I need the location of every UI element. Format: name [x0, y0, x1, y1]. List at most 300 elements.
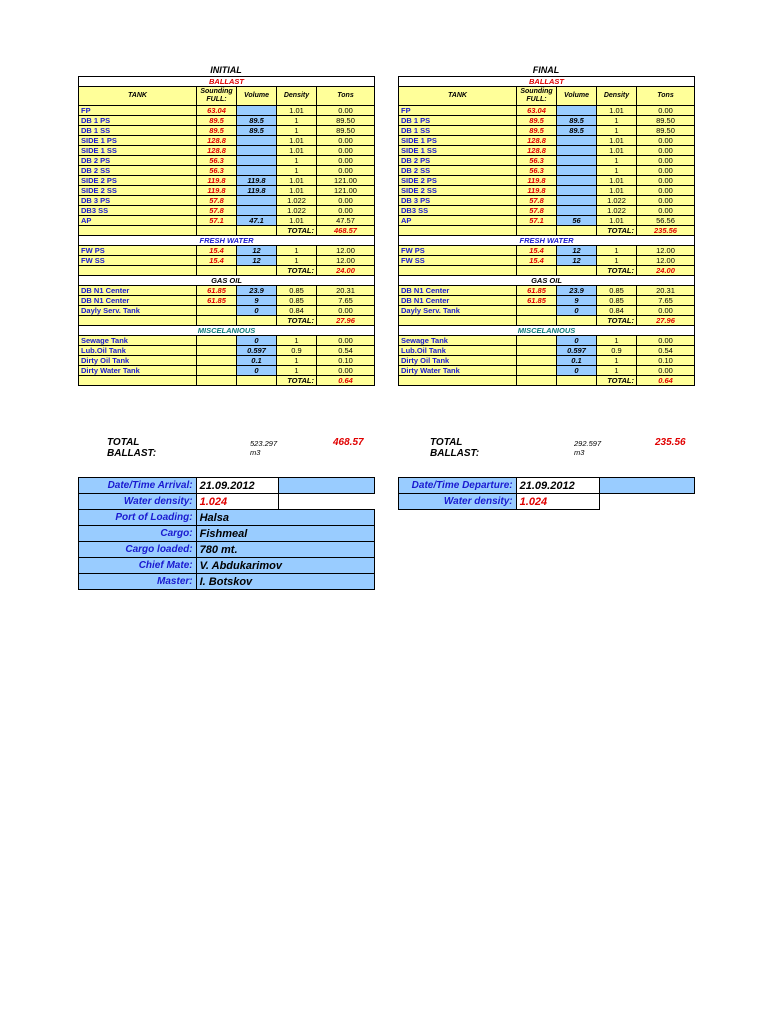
tons-cell: 12.00	[317, 246, 375, 256]
table-row	[399, 216, 695, 226]
tons-cell: 121.00	[317, 186, 375, 196]
tank-name-cell: SIDE 2 SS	[79, 186, 197, 196]
volume-cell[interactable]: 47.1	[237, 216, 277, 226]
tank-name-cell: DB 2 SS	[399, 166, 517, 176]
departure-info	[398, 477, 695, 510]
volume-cell[interactable]	[237, 106, 277, 116]
cargo-field[interactable]: Fishmeal	[196, 526, 374, 542]
master-label: Master:	[79, 574, 197, 590]
empty-cell	[237, 376, 277, 386]
tons-cell: 12.00	[637, 246, 695, 256]
table-row	[79, 286, 375, 296]
water-density-field[interactable]: 1.024	[516, 494, 599, 510]
density-cell[interactable]: 1.01	[277, 136, 317, 146]
total-label: TOTAL:	[597, 266, 637, 276]
tons-cell: 0.00	[317, 196, 375, 206]
sounding-cell[interactable]: 57.1	[517, 216, 557, 226]
tons-cell: 89.50	[317, 126, 375, 136]
table-row	[399, 126, 695, 136]
sounding-cell[interactable]: 63.04	[197, 106, 237, 116]
column-header-volume: Volume	[557, 87, 597, 106]
tons-cell: 0.00	[317, 106, 375, 116]
table-row	[79, 126, 375, 136]
table-row	[79, 146, 375, 156]
water-density-field[interactable]: 1.024	[196, 494, 279, 510]
sounding-cell[interactable]: 15.4	[517, 256, 557, 266]
sounding-cell[interactable]	[197, 336, 237, 346]
density-cell[interactable]: 1	[277, 256, 317, 266]
empty-cell	[79, 376, 197, 386]
tank-name-cell: FW PS	[79, 246, 197, 256]
tank-name-cell: DB 1 SS	[79, 126, 197, 136]
port-loading-field[interactable]: Halsa	[196, 510, 374, 526]
tons-cell: 0.00	[317, 306, 375, 316]
table-row	[399, 136, 695, 146]
volume-cell[interactable]: 23.9	[237, 286, 277, 296]
tons-cell: 20.31	[637, 286, 695, 296]
density-cell[interactable]: 0.85	[597, 296, 637, 306]
volume-cell[interactable]	[557, 176, 597, 186]
tons-cell: 0.00	[637, 166, 695, 176]
datetime-arrival-field[interactable]: 21.09.2012	[196, 478, 279, 494]
volume-cell[interactable]: 89.5	[557, 116, 597, 126]
table-row	[399, 336, 695, 346]
sounding-cell[interactable]	[197, 306, 237, 316]
sounding-cell[interactable]	[197, 346, 237, 356]
table-row	[399, 166, 695, 176]
tons-cell: 0.00	[637, 336, 695, 346]
tank-name-cell: DB N1 Center	[79, 286, 197, 296]
blank-cell	[279, 494, 375, 510]
table-row	[399, 286, 695, 296]
density-cell[interactable]: 1	[597, 366, 637, 376]
cargo-loaded-field[interactable]: 780 mt.	[196, 542, 374, 558]
volume-cell[interactable]	[557, 166, 597, 176]
section-total: 0.64	[637, 376, 695, 386]
tank-name-cell: SIDE 1 SS	[79, 146, 197, 156]
volume-cell[interactable]: 89.5	[557, 126, 597, 136]
volume-cell[interactable]: 119.8	[237, 176, 277, 186]
final-title: FINAL	[532, 65, 560, 75]
table-row	[79, 306, 375, 316]
volume-cell[interactable]: 0.1	[237, 356, 277, 366]
density-cell[interactable]: 1.01	[277, 176, 317, 186]
tons-cell: 0.00	[637, 146, 695, 156]
sounding-cell[interactable]: 63.04	[517, 106, 557, 116]
tank-name-cell: SIDE 1 PS	[399, 136, 517, 146]
density-cell[interactable]: 1.01	[277, 106, 317, 116]
table-row	[399, 186, 695, 196]
table-row	[399, 366, 695, 376]
section-heading: MISCELANIOUS	[79, 326, 375, 336]
sounding-cell[interactable]: 119.8	[517, 186, 557, 196]
sounding-cell[interactable]: 119.8	[197, 176, 237, 186]
tons-cell: 0.00	[317, 366, 375, 376]
density-cell[interactable]: 1.022	[277, 206, 317, 216]
table-row	[79, 186, 375, 196]
density-cell[interactable]: 1	[597, 156, 637, 166]
density-cell[interactable]: 0.85	[277, 296, 317, 306]
density-cell[interactable]: 0.84	[597, 306, 637, 316]
table-row	[79, 356, 375, 366]
section-total: 27.96	[317, 316, 375, 326]
tank-name-cell: DB3 SS	[399, 206, 517, 216]
tons-cell: 12.00	[317, 256, 375, 266]
empty-cell	[599, 478, 694, 494]
volume-cell[interactable]: 0	[237, 306, 277, 316]
tank-name-cell: DB3 SS	[79, 206, 197, 216]
sounding-cell[interactable]	[197, 366, 237, 376]
volume-cell[interactable]: 89.5	[237, 126, 277, 136]
volume-cell[interactable]: 12	[237, 246, 277, 256]
volume-cell[interactable]	[237, 196, 277, 206]
sounding-cell[interactable]	[517, 306, 557, 316]
tons-cell: 0.54	[317, 346, 375, 356]
tons-cell: 0.00	[317, 206, 375, 216]
density-cell[interactable]: 1.01	[597, 136, 637, 146]
datetime-arrival-label: Date/Time Arrival:	[79, 478, 197, 494]
sounding-cell[interactable]	[517, 366, 557, 376]
section-total: 24.00	[317, 266, 375, 276]
table-row	[79, 336, 375, 346]
volume-cell[interactable]: 0	[557, 366, 597, 376]
tons-cell: 89.50	[637, 126, 695, 136]
section-heading: BALLAST	[79, 77, 375, 87]
volume-cell[interactable]	[237, 206, 277, 216]
density-cell[interactable]: 1.01	[277, 186, 317, 196]
volume-cell[interactable]: 0	[557, 306, 597, 316]
tank-name-cell: AP	[79, 216, 197, 226]
empty-cell	[79, 316, 197, 326]
tons-cell: 121.00	[317, 176, 375, 186]
table-row	[399, 146, 695, 156]
volume-cell[interactable]: 119.8	[237, 186, 277, 196]
empty-cell	[197, 376, 237, 386]
sounding-cell[interactable]: 128.8	[197, 146, 237, 156]
density-cell[interactable]: 0.9	[597, 346, 637, 356]
tank-name-cell: SIDE 2 SS	[399, 186, 517, 196]
tank-name-cell: Dirty Water Tank	[399, 366, 517, 376]
volume-cell[interactable]: 12	[557, 246, 597, 256]
volume-cell[interactable]	[557, 136, 597, 146]
table-row	[399, 296, 695, 306]
tank-name-cell: DB N1 Center	[399, 286, 517, 296]
density-cell[interactable]: 1	[597, 246, 637, 256]
total-ballast-volume: 523.297 m3	[250, 439, 278, 457]
density-cell[interactable]: 1.01	[597, 186, 637, 196]
empty-cell	[517, 316, 557, 326]
sounding-cell[interactable]: 61.85	[197, 296, 237, 306]
sounding-cell[interactable]: 61.85	[517, 296, 557, 306]
tank-name-cell: DB 3 PS	[79, 196, 197, 206]
port-loading-label: Port of Loading:	[79, 510, 197, 526]
sounding-cell[interactable]: 119.8	[517, 176, 557, 186]
sounding-cell[interactable]	[197, 356, 237, 366]
table-row	[399, 246, 695, 256]
volume-cell[interactable]: 12	[237, 256, 277, 266]
sounding-cell[interactable]: 15.4	[197, 246, 237, 256]
total-label: TOTAL:	[277, 376, 317, 386]
table-row	[399, 106, 695, 116]
tons-cell: 0.00	[637, 136, 695, 146]
tank-name-cell: FW SS	[399, 256, 517, 266]
sounding-cell[interactable]: 119.8	[197, 186, 237, 196]
volume-cell[interactable]	[237, 136, 277, 146]
section-heading: MISCELANIOUS	[399, 326, 695, 336]
volume-cell[interactable]: 23.9	[557, 286, 597, 296]
density-cell[interactable]: 1	[277, 356, 317, 366]
tank-name-cell: SIDE 2 PS	[79, 176, 197, 186]
density-cell[interactable]: 1.01	[277, 216, 317, 226]
sounding-cell[interactable]: 57.8	[197, 196, 237, 206]
sounding-cell[interactable]: 15.4	[197, 256, 237, 266]
tank-name-cell: SIDE 1 SS	[399, 146, 517, 156]
density-cell[interactable]: 0.85	[597, 286, 637, 296]
table-row	[79, 156, 375, 166]
sounding-cell[interactable]: 89.5	[197, 116, 237, 126]
arrival-info	[78, 477, 375, 590]
tons-cell: 0.00	[637, 206, 695, 216]
empty-cell	[197, 316, 237, 326]
table-row	[79, 366, 375, 376]
density-cell[interactable]: 1	[277, 366, 317, 376]
tons-cell: 0.00	[637, 106, 695, 116]
empty-cell	[517, 376, 557, 386]
table-row	[79, 256, 375, 266]
density-cell[interactable]: 1.01	[597, 146, 637, 156]
density-cell[interactable]: 0.9	[277, 346, 317, 356]
total-label: TOTAL:	[277, 316, 317, 326]
total-label: TOTAL:	[597, 316, 637, 326]
volume-cell[interactable]: 0.597	[557, 346, 597, 356]
density-cell[interactable]: 1	[597, 116, 637, 126]
table-row	[79, 176, 375, 186]
column-header-sounding: Sounding FULL:	[517, 87, 557, 106]
density-cell[interactable]: 1.01	[597, 106, 637, 116]
volume-cell[interactable]	[557, 156, 597, 166]
density-cell[interactable]: 1.01	[597, 216, 637, 226]
table-row	[399, 176, 695, 186]
volume-cell[interactable]	[557, 206, 597, 216]
tons-cell: 0.54	[637, 346, 695, 356]
column-header-sounding: Sounding FULL:	[197, 87, 237, 106]
tons-cell: 0.00	[317, 336, 375, 346]
section-heading: GAS OIL	[79, 276, 375, 286]
cargo-loaded-label: Cargo loaded:	[79, 542, 197, 558]
volume-cell[interactable]	[237, 166, 277, 176]
tons-cell: 89.50	[637, 116, 695, 126]
datetime-departure-field[interactable]: 21.09.2012	[516, 478, 599, 494]
tank-name-cell: SIDE 2 PS	[399, 176, 517, 186]
volume-cell[interactable]: 56	[557, 216, 597, 226]
section-total: 468.57	[317, 226, 375, 236]
final-block	[398, 65, 694, 386]
volume-cell[interactable]: 9	[557, 296, 597, 306]
density-cell[interactable]: 1	[277, 166, 317, 176]
tons-cell: 89.50	[317, 116, 375, 126]
column-header-tank: TANK	[79, 87, 197, 106]
volume-cell[interactable]: 89.5	[237, 116, 277, 126]
blank-cell	[599, 494, 694, 510]
volume-cell[interactable]: 12	[557, 256, 597, 266]
master-field[interactable]: I. Botskov	[196, 574, 374, 590]
tons-cell: 20.31	[317, 286, 375, 296]
volume-cell[interactable]: 0.1	[557, 356, 597, 366]
density-cell[interactable]: 1	[277, 116, 317, 126]
table-row	[79, 206, 375, 216]
density-cell[interactable]: 1	[277, 336, 317, 346]
sounding-cell[interactable]: 128.8	[517, 146, 557, 156]
table-row	[399, 256, 695, 266]
empty-cell	[557, 226, 597, 236]
volume-cell[interactable]	[557, 146, 597, 156]
density-cell[interactable]: 1	[277, 126, 317, 136]
table-row	[399, 206, 695, 216]
sounding-cell[interactable]: 57.8	[517, 196, 557, 206]
volume-cell[interactable]: 0	[557, 336, 597, 346]
table-row	[79, 246, 375, 256]
section-heading: GAS OIL	[399, 276, 695, 286]
volume-cell[interactable]: 9	[237, 296, 277, 306]
initial-block	[78, 65, 374, 386]
sounding-cell[interactable]: 56.3	[197, 166, 237, 176]
section-total: 24.00	[637, 266, 695, 276]
tank-name-cell: DB N1 Center	[399, 296, 517, 306]
volume-cell[interactable]	[557, 196, 597, 206]
tons-cell: 0.00	[317, 156, 375, 166]
water-density-label: Water density:	[79, 494, 197, 510]
tons-cell: 0.00	[637, 306, 695, 316]
sounding-cell[interactable]: 57.8	[197, 206, 237, 216]
tank-name-cell: Dirty Oil Tank	[399, 356, 517, 366]
table-row	[399, 306, 695, 316]
sounding-cell[interactable]: 128.8	[517, 136, 557, 146]
density-cell[interactable]: 1	[277, 156, 317, 166]
tons-cell: 0.10	[317, 356, 375, 366]
tank-name-cell: DB 1 PS	[79, 116, 197, 126]
tank-name-cell: DB 3 PS	[399, 196, 517, 206]
tons-cell: 0.00	[317, 166, 375, 176]
tank-name-cell: FP	[399, 106, 517, 116]
table-row	[79, 136, 375, 146]
final-table	[398, 76, 695, 386]
tons-cell: 0.00	[637, 366, 695, 376]
sounding-cell[interactable]: 56.3	[517, 156, 557, 166]
density-cell[interactable]: 1	[597, 126, 637, 136]
tons-cell: 0.00	[317, 136, 375, 146]
empty-cell	[399, 316, 517, 326]
density-cell[interactable]: 1	[597, 356, 637, 366]
empty-cell	[237, 266, 277, 276]
empty-cell	[279, 478, 375, 494]
density-cell[interactable]: 1	[277, 246, 317, 256]
density-cell[interactable]: 1	[597, 256, 637, 266]
empty-cell	[399, 376, 517, 386]
section-total: 27.96	[637, 316, 695, 326]
tank-name-cell: Dayly Serv. Tank	[399, 306, 517, 316]
density-cell[interactable]: 1.01	[597, 176, 637, 186]
empty-cell	[557, 266, 597, 276]
density-cell[interactable]: 1	[597, 336, 637, 346]
density-cell[interactable]: 1	[597, 166, 637, 176]
empty-cell	[399, 226, 517, 236]
volume-cell[interactable]	[557, 106, 597, 116]
tank-name-cell: Sewage Tank	[79, 336, 197, 346]
sounding-cell[interactable]: 89.5	[517, 126, 557, 136]
total-ballast-label: TOTAL BALLAST:	[107, 437, 157, 459]
empty-cell	[237, 226, 277, 236]
tons-cell: 7.65	[637, 296, 695, 306]
table-row	[399, 196, 695, 206]
sounding-cell[interactable]: 61.85	[197, 286, 237, 296]
cargo-label: Cargo:	[79, 526, 197, 542]
total-ballast-label: TOTAL BALLAST:	[430, 437, 480, 459]
tank-name-cell: Dirty Water Tank	[79, 366, 197, 376]
section-total: 235.56	[637, 226, 695, 236]
tank-name-cell: DB 2 SS	[79, 166, 197, 176]
total-ballast-tons: 235.56	[655, 437, 686, 448]
sounding-cell[interactable]	[517, 336, 557, 346]
sounding-cell[interactable]	[517, 356, 557, 366]
empty-cell	[197, 226, 237, 236]
density-cell[interactable]: 1.022	[597, 196, 637, 206]
density-cell[interactable]: 1.01	[277, 146, 317, 156]
tank-name-cell: FW SS	[79, 256, 197, 266]
tank-name-cell: Sewage Tank	[399, 336, 517, 346]
column-header-density: Density	[597, 87, 637, 106]
table-row	[79, 296, 375, 306]
sounding-cell[interactable]: 15.4	[517, 246, 557, 256]
tank-name-cell: Lub.Oil Tank	[399, 346, 517, 356]
density-cell[interactable]: 1.022	[277, 196, 317, 206]
sounding-cell[interactable]: 56.3	[517, 166, 557, 176]
table-row	[399, 116, 695, 126]
sounding-cell[interactable]: 128.8	[197, 136, 237, 146]
tons-cell: 0.00	[317, 146, 375, 156]
volume-cell[interactable]: 0	[237, 336, 277, 346]
table-row	[79, 196, 375, 206]
volume-cell[interactable]: 0	[237, 366, 277, 376]
tank-name-cell: AP	[399, 216, 517, 226]
tons-cell: 7.65	[317, 296, 375, 306]
density-cell[interactable]: 0.84	[277, 306, 317, 316]
empty-cell	[197, 266, 237, 276]
chief-mate-field[interactable]: V. Abdukarimov	[196, 558, 374, 574]
sounding-cell[interactable]: 89.5	[517, 116, 557, 126]
section-heading: FRESH WATER	[79, 236, 375, 246]
volume-cell[interactable]	[237, 146, 277, 156]
empty-cell	[517, 266, 557, 276]
tank-name-cell: DB 1 PS	[399, 116, 517, 126]
total-ballast-tons: 468.57	[333, 437, 364, 448]
sounding-cell[interactable]: 89.5	[197, 126, 237, 136]
sounding-cell[interactable]: 57.8	[517, 206, 557, 216]
empty-cell	[557, 316, 597, 326]
volume-cell[interactable]: 0.597	[237, 346, 277, 356]
table-row	[399, 346, 695, 356]
sounding-cell[interactable]	[517, 346, 557, 356]
volume-cell[interactable]	[557, 186, 597, 196]
density-cell[interactable]: 1.022	[597, 206, 637, 216]
sounding-cell[interactable]: 57.1	[197, 216, 237, 226]
volume-cell[interactable]	[237, 156, 277, 166]
sounding-cell[interactable]: 61.85	[517, 286, 557, 296]
table-row	[399, 356, 695, 366]
density-cell[interactable]: 0.85	[277, 286, 317, 296]
tons-cell: 0.00	[637, 156, 695, 166]
sounding-cell[interactable]: 56.3	[197, 156, 237, 166]
water-density-label: Water density:	[399, 494, 517, 510]
